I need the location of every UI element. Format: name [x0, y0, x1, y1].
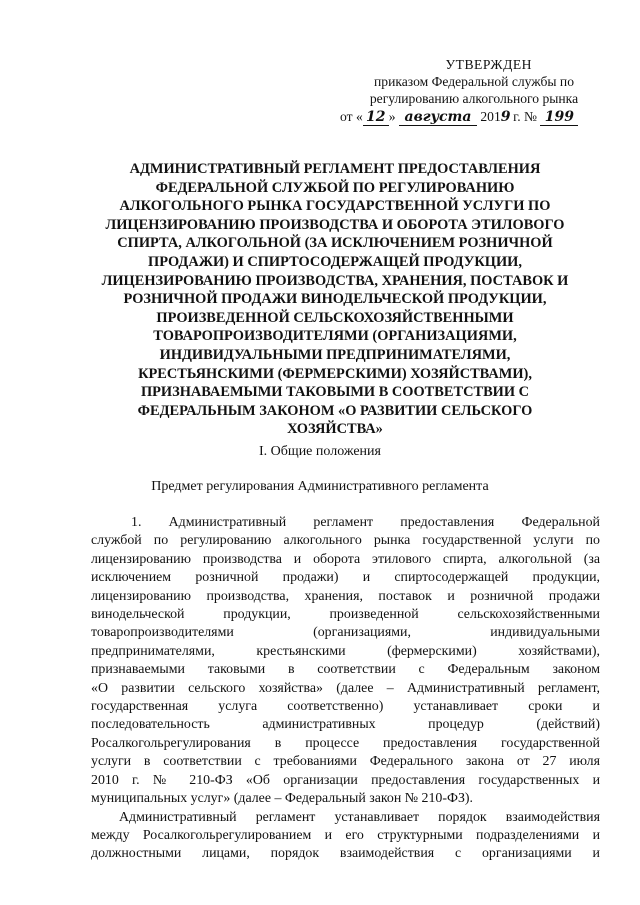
paragraph-1-line: признаваемыми таковыми в соответствии с Федеральным законом — [91, 662, 600, 678]
paragraph-1-line: лицензированию производства и оборота этилового спирта, алкогольной (за — [91, 551, 600, 567]
title-line: ЛИЦЕНЗИРОВАНИЮ ПРОИЗВОДСТВА И ОБОРОТА ЭТИЛОВОГО — [105, 216, 565, 233]
paragraph-1-line: последовательность административных процедур (действий) — [91, 717, 600, 733]
document-title — [96, 160, 574, 439]
paragraph-1-line: товаропроизводителями (организациями, индивидуальными — [91, 625, 600, 641]
title-line: ЛИЦЕНЗИРОВАНИЮ ПРОИЗВОДСТВА, ХРАНЕНИЯ, ПОСТАВОК И — [101, 272, 569, 289]
subsection-heading: Предмет регулирования Административного регламента — [151, 479, 489, 494]
title-line: ХОЗЯЙСТВА» — [287, 421, 383, 438]
date-prefix: от « — [340, 109, 363, 124]
title-line: ПРОИЗВЕДЕННОЙ СЕЛЬСКОХОЗЯЙСТВЕННЫМИ — [156, 309, 514, 326]
title-line: РОЗНИЧНОЙ ПРОДАЖИ ВИНОДЕЛЬЧЕСКОЙ ПРОДУКЦИИ, — [123, 291, 547, 308]
body-text — [91, 514, 600, 864]
title-line: СПИРТА, АЛКОГОЛЬНОЙ (ЗА ИСКЛЮЧЕНИЕМ РОЗНИЧНОЙ — [117, 235, 553, 252]
handwritten-year-digit: 9 — [500, 109, 511, 125]
paragraph-1-line: предпринимателями, крестьянскими (фермерскими) хозяйствами), — [91, 643, 600, 659]
paragraph-2-line: между Росалкогольрегулированием и его структурными подразделениями и — [91, 827, 600, 843]
title-line: ПРОДАЖИ) И СПИРТОСОДЕРЖАЩЕЙ ПРОДУКЦИИ, — [148, 253, 522, 270]
paragraph-1-line: 1. Административный регламент предоставления Федеральной — [131, 515, 600, 530]
paragraph-1-line: услуги в соответствии с требованиями Федерального закона от 27 июля — [91, 754, 600, 770]
paragraph-1-line: «О развитии сельского хозяйства» (далее – Административный регламент, — [91, 680, 600, 696]
title-line: ФЕДЕРАЛЬНОЙ СЛУЖБОЙ ПО РЕГУЛИРОВАНИЮ — [155, 179, 515, 196]
approval-stamp — [340, 56, 608, 126]
approval-line-1: приказом Федеральной службы по — [374, 74, 574, 89]
year-prefix: 201 — [480, 109, 501, 124]
title-line: АДМИНИСТРАТИВНЫЙ РЕГЛАМЕНТ ПРЕДОСТАВЛЕНИЯ — [129, 161, 541, 177]
paragraph-1-line: муниципальных услуг» (далее – Федеральный закон № 210-ФЗ). — [91, 791, 474, 807]
title-line: ПРИЗНАВАЕМЫМИ ТАКОВЫМИ В СООТВЕТСТВИИ С — [140, 384, 530, 401]
section-heading: I. Общие положения — [259, 444, 381, 459]
paragraph-1-line: государственная услуга соответственно) устанавливает сроки и — [91, 699, 600, 715]
title-line: КРЕСТЬЯНСКИМИ (ФЕРМЕРСКИМИ) ХОЗЯЙСТВАМИ), — [138, 365, 532, 382]
year-suffix: г. № — [509, 109, 537, 124]
paragraph-1-line: винодельческой продукции, произведенной сельскохозяйственными — [91, 607, 600, 623]
title-line: ИНДИВИДУАЛЬНЫМИ ПРЕДПРИНИМАТЕЛЯМИ, — [159, 346, 511, 363]
paragraph-1-line: Росалкогольрегулирования в процессе предоставления государственной — [91, 735, 600, 751]
title-line: ТОВАРОПРОИЗВОДИТЕЛЯМИ (ОРГАНИЗАЦИЯМИ, — [153, 328, 517, 345]
paragraph-1-line: лицензированию производства, хранения, поставок и розничной продажи — [91, 588, 600, 604]
title-line: ФЕДЕРАЛЬНЫМ ЗАКОНОМ «О РАЗВИТИИ СЕЛЬСКОГО — [137, 402, 533, 419]
handwritten-number: 199 — [540, 110, 578, 126]
paragraph-1-line: 2010 г. № 210-ФЗ «Об организации предоставления государственных и — [91, 772, 600, 788]
date-mid: » — [388, 109, 396, 124]
paragraph-1-line: исключением розничной продажи) и спиртосодержащей продукции, — [91, 570, 600, 586]
approval-date-line — [340, 108, 608, 126]
paragraph-2-line: Административный регламент устанавливает порядок взаимодействия — [119, 809, 600, 825]
paragraph-1-line: службой по регулированию алкогольного рынка государственной услуги по — [91, 533, 600, 549]
handwritten-day: 12 — [363, 110, 389, 126]
paragraph-2-line: должностными лицами, порядок взаимодействия с организациями и — [91, 846, 600, 862]
handwritten-month: августа — [399, 110, 477, 126]
approval-heading: УТВЕРЖДЕН — [445, 57, 532, 72]
approval-line-2: регулированию алкогольного рынка — [369, 91, 579, 106]
title-line: АЛКОГОЛЬНОГО РЫНКА ГОСУДАРСТВЕННОЙ УСЛУГИ ПО — [119, 198, 551, 215]
